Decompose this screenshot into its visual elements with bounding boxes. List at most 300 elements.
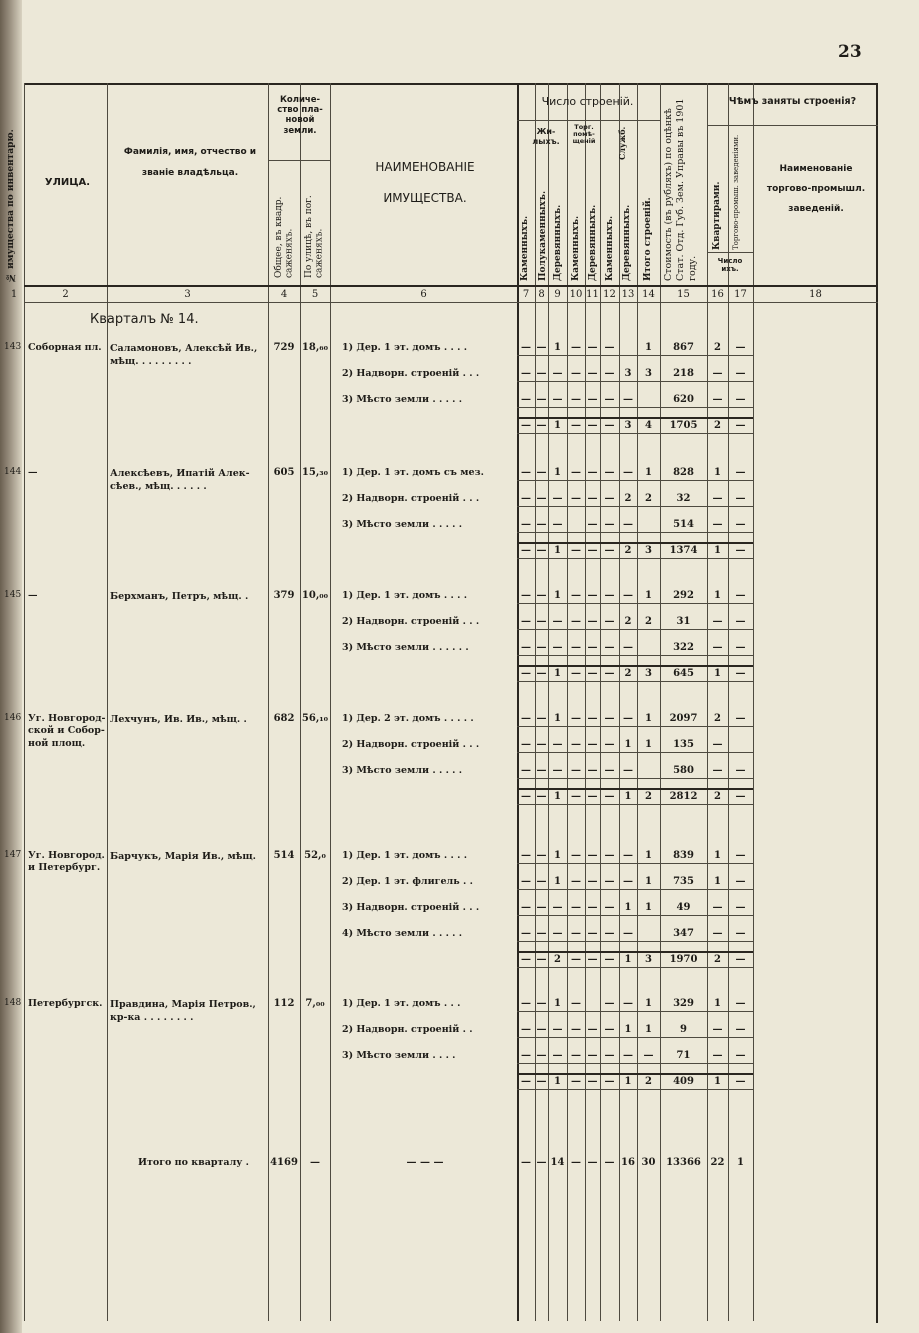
entry-total-c14: 2: [645, 791, 652, 802]
item-name: 1) Дер. 1 эт. домъ . . .: [342, 998, 461, 1009]
entry-land-street: 52,₀: [304, 850, 326, 861]
item-c10: —: [571, 713, 581, 724]
header-wooden-service: Деревянныхъ.: [622, 204, 632, 281]
item-c10: —: [571, 394, 581, 405]
entry-total-value: 2812: [669, 791, 698, 802]
item-c7: —: [521, 876, 531, 887]
header-land-total: Общее, въ квадр. саженяхъ.: [274, 196, 295, 278]
entry-total-c9: 1: [554, 1076, 561, 1087]
header-land-qty: Количе-ство пла-новой земли.: [277, 95, 323, 136]
item-c9: —: [552, 519, 563, 530]
item-name: 2) Надворн. строеній . . .: [342, 493, 480, 504]
item-c16: —: [712, 1024, 723, 1035]
item-c10: —: [571, 765, 581, 776]
item-c8: —: [536, 765, 547, 776]
entry-owner: Берхманъ, Петръ, мѣщ. .: [110, 591, 249, 602]
item-c16: —: [712, 902, 723, 913]
item-c7: —: [521, 394, 531, 405]
entry-land-street: 7,₀₀: [305, 998, 325, 1009]
entry-owner: Правдина, Марія Петров., кр-ка . . . . . . . .: [110, 999, 256, 1024]
item-name: 1) Дер. 1 эт. домъ съ мез.: [342, 467, 484, 478]
header-buildings-count: Число строеній.: [541, 95, 634, 108]
underline-rule: [517, 863, 753, 864]
item-c9: —: [552, 1050, 563, 1061]
item-name: 3) Мѣсто земли . . . . .: [342, 765, 463, 776]
item-c10: —: [571, 902, 581, 913]
item-c9: —: [552, 739, 563, 750]
item-c12: —: [604, 1050, 615, 1061]
item-c12: —: [604, 876, 615, 887]
entry-land-street: 18,₆₀: [301, 342, 329, 353]
item-c14: 1: [645, 902, 652, 913]
entry-total-c9: 1: [554, 420, 561, 431]
underline-rule: [517, 1073, 753, 1075]
item-c13: 2: [624, 616, 632, 627]
header-number-of: Число ихъ.: [717, 257, 743, 273]
entry-total-c10: —: [571, 668, 581, 679]
entry-total-value: 1374: [669, 545, 698, 556]
item-c12: —: [604, 467, 615, 478]
item-name: 3) Мѣсто земли . . . .: [342, 1050, 456, 1061]
item-value: 322: [673, 642, 694, 653]
entry-total-c13: 3: [624, 420, 632, 431]
entry-total-c14: 3: [645, 668, 652, 679]
underline-rule: [517, 915, 753, 916]
entry-total-c7: —: [521, 954, 531, 965]
item-c11: —: [587, 394, 598, 405]
item-c16: —: [712, 928, 723, 939]
item-c12: —: [604, 394, 615, 405]
entry-total-c14: 4: [645, 420, 652, 431]
item-c8: —: [536, 368, 547, 379]
item-value: 71: [676, 1050, 691, 1061]
item-c16: —: [712, 739, 723, 750]
item-c13: —: [623, 765, 633, 776]
item-c13: —: [623, 928, 633, 939]
item-c7: —: [521, 590, 531, 601]
item-c10: —: [571, 493, 581, 504]
entry-total-value: 409: [673, 1076, 694, 1087]
item-value: 735: [673, 876, 694, 887]
item-c11: —: [587, 616, 598, 627]
entry-total-c16: 1: [714, 545, 721, 556]
underline-rule: [517, 788, 753, 790]
entry-total-value: 645: [673, 668, 694, 679]
item-c11: —: [587, 1024, 598, 1035]
item-c17: —: [735, 394, 746, 405]
entry-total-c12: —: [604, 791, 615, 802]
entry-street: Петербургск.: [28, 998, 103, 1009]
entry-total-c13: 1: [624, 1076, 632, 1087]
entry-total-c17: —: [735, 954, 746, 965]
entry-total-c13: 2: [624, 668, 632, 679]
grand-total-label: Итого по кварталу .: [138, 1157, 249, 1168]
underline-rule: [517, 941, 753, 942]
item-c11: —: [587, 739, 598, 750]
entry-total-c11: —: [587, 791, 598, 802]
header-stone-service: Каменныхъ.: [605, 215, 615, 281]
item-c11: —: [587, 876, 598, 887]
item-c11: —: [587, 368, 598, 379]
item-c9: —: [552, 394, 563, 405]
item-c11: —: [587, 928, 598, 939]
item-c11: —: [587, 493, 598, 504]
item-name: 1) Дер. 1 эт. домъ . . . .: [342, 590, 468, 601]
entry-land-total: 682: [273, 713, 295, 724]
item-c16: —: [712, 765, 723, 776]
header-stone-trade: Каменныхъ.: [571, 215, 581, 281]
item-c7: —: [521, 713, 531, 724]
entry-total-value: 1970: [669, 954, 698, 965]
entry-total-c8: —: [536, 954, 547, 965]
item-c13: —: [623, 394, 633, 405]
item-c11: —: [587, 765, 598, 776]
item-c12: —: [604, 368, 615, 379]
item-c17: —: [735, 1024, 746, 1035]
underline-rule: [517, 967, 753, 968]
item-c13: 1: [624, 902, 632, 913]
item-c12: —: [604, 616, 615, 627]
item-value: 514: [673, 519, 694, 530]
item-c7: —: [521, 902, 531, 913]
item-c16: —: [712, 519, 723, 530]
item-c9: 1: [554, 998, 561, 1009]
item-c8: —: [536, 519, 547, 530]
item-c16: —: [712, 616, 723, 627]
item-c17: —: [735, 616, 746, 627]
underline-rule: [517, 629, 753, 630]
item-c14: 1: [645, 342, 652, 353]
item-c17: —: [735, 519, 746, 530]
entry-total-c13: 1: [624, 791, 632, 802]
item-c8: —: [536, 1024, 547, 1035]
item-value: 580: [673, 765, 694, 776]
item-c11: —: [587, 519, 598, 530]
entry-land-total: 729: [273, 342, 295, 353]
item-value: 867: [673, 342, 694, 353]
item-c12: —: [604, 590, 615, 601]
entry-total-c11: —: [587, 545, 598, 556]
item-c8: —: [536, 394, 547, 405]
item-c7: —: [521, 1050, 531, 1061]
item-c14: 1: [645, 739, 652, 750]
header-property: НАИМЕНОВАНІЕ ИМУЩЕСТВА.: [375, 160, 475, 206]
entry-number: 145: [4, 590, 22, 600]
entry-total-value: 1705: [669, 420, 698, 431]
header-stone-residential: Каменныхъ.: [520, 215, 530, 281]
item-c7: —: [521, 850, 531, 861]
entry-number: 146: [4, 713, 22, 723]
item-c13: —: [623, 850, 633, 861]
item-c10: —: [571, 642, 581, 653]
entry-total-c17: —: [735, 1076, 746, 1087]
item-c12: —: [604, 713, 615, 724]
item-c8: —: [536, 713, 547, 724]
item-c13: —: [623, 519, 633, 530]
item-name: 2) Надворн. строеній . .: [342, 1024, 473, 1035]
item-value: 839: [673, 850, 694, 861]
item-c9: —: [552, 902, 563, 913]
underline-rule: [517, 778, 753, 779]
item-value: 347: [673, 928, 694, 939]
item-c8: —: [536, 902, 547, 913]
item-c14: 1: [645, 850, 652, 861]
item-c11: —: [587, 467, 598, 478]
underline-rule: [517, 603, 753, 604]
item-c7: —: [521, 765, 531, 776]
item-c13: 1: [624, 739, 632, 750]
item-c11: —: [587, 713, 598, 724]
item-c12: —: [604, 739, 615, 750]
header-trade-establishments: Торгово-промыш. заведеніями.: [732, 134, 740, 250]
item-name: 1) Дер. 1 эт. домъ . . . .: [342, 342, 468, 353]
item-c16: 1: [714, 876, 721, 887]
item-c14: —: [643, 1050, 654, 1061]
entry-total-c17: —: [735, 668, 746, 679]
header-value: Стоимость (въ рубляхъ) по оцѣнкѣ Стат. Отд. Губ. Зем. Управы въ 1901 году.: [663, 98, 698, 281]
item-c12: —: [604, 998, 615, 1009]
item-c7: —: [521, 642, 531, 653]
underline-rule: [517, 752, 753, 753]
item-c16: —: [712, 493, 723, 504]
header-owner: Фамилія, имя, отчество и званіе владѣльца.: [123, 147, 257, 178]
entry-total-c9: 1: [554, 668, 561, 679]
entry-total-c14: 3: [645, 545, 652, 556]
item-c7: —: [521, 616, 531, 627]
item-c10: —: [571, 739, 581, 750]
underline-rule: [517, 542, 753, 544]
item-value: 828: [673, 467, 694, 478]
entry-total-c12: —: [604, 954, 615, 965]
item-c17: —: [735, 928, 746, 939]
item-c7: —: [521, 928, 531, 939]
item-c12: —: [604, 519, 615, 530]
item-c14: 1: [645, 713, 652, 724]
item-c16: —: [712, 394, 723, 405]
item-value: 31: [676, 616, 691, 627]
item-c9: —: [552, 368, 563, 379]
item-c17: —: [735, 590, 746, 601]
header-trade: Торг. помѣ-щеній: [572, 123, 596, 146]
underline-rule: [517, 558, 753, 559]
entry-total-c16: 2: [714, 954, 721, 965]
entry-total-c8: —: [536, 545, 547, 556]
header-occupied: Чѣмъ заняты строенія?: [728, 96, 857, 107]
header-wooden-residential: Деревянныхъ.: [553, 204, 563, 281]
entry-street: Уг. Новгород. и Петербург.: [28, 850, 105, 874]
entry-total-c8: —: [536, 668, 547, 679]
item-c7: —: [521, 493, 531, 504]
item-c14: 2: [645, 493, 652, 504]
item-c8: —: [536, 467, 547, 478]
item-c16: —: [712, 368, 723, 379]
item-value: 9: [680, 1024, 687, 1035]
item-c7: —: [521, 342, 531, 353]
entry-total-c7: —: [521, 420, 531, 431]
page-number: 23: [838, 42, 862, 62]
item-c14: 2: [645, 616, 652, 627]
header-land-street: По улицѣ, въ пог. саженяхъ.: [304, 195, 325, 278]
item-c13: —: [623, 590, 633, 601]
entry-total-c12: —: [604, 1076, 615, 1087]
entry-total-c11: —: [587, 420, 598, 431]
entry-total-c9: 1: [554, 791, 561, 802]
entry-total-c9: 1: [554, 545, 561, 556]
entry-land-total: 379: [273, 590, 295, 601]
item-c14: 1: [645, 590, 652, 601]
item-value: 135: [673, 739, 694, 750]
entry-total-c16: 2: [714, 420, 721, 431]
entry-total-c12: —: [604, 545, 615, 556]
item-value: 620: [673, 394, 694, 405]
entry-total-c11: —: [587, 668, 598, 679]
item-c9: 1: [554, 342, 561, 353]
item-c8: —: [536, 998, 547, 1009]
item-c9: —: [552, 928, 563, 939]
entry-total-c17: —: [735, 420, 746, 431]
underline-rule: [517, 726, 753, 727]
item-c16: 1: [714, 998, 721, 1009]
item-name: 2) Дер. 1 эт. флигель . .: [342, 876, 473, 887]
entry-total-c17: —: [735, 791, 746, 802]
item-c17: —: [735, 368, 746, 379]
item-value: 218: [673, 368, 694, 379]
item-c17: —: [735, 902, 746, 913]
entry-street: —: [28, 590, 38, 601]
entry-land-street: 15,₃₀: [301, 467, 329, 478]
item-c17: —: [735, 876, 746, 887]
item-c10: —: [571, 850, 581, 861]
item-name: 4) Мѣсто земли . . . . .: [342, 928, 463, 939]
entry-total-c7: —: [521, 668, 531, 679]
item-c10: —: [571, 928, 581, 939]
item-name: 3) Мѣсто земли . . . . .: [342, 394, 463, 405]
item-name: 2) Надворн. строеній . . .: [342, 368, 480, 379]
item-c14: 1: [645, 998, 652, 1009]
entry-street: Уг. Новгород- ской и Собор- ной площ.: [28, 713, 106, 749]
header-residential: Жи-лыхъ.: [532, 127, 560, 147]
item-c16: 1: [714, 590, 721, 601]
item-c10: —: [571, 1050, 581, 1061]
item-c8: —: [536, 590, 547, 601]
item-c16: 2: [714, 342, 721, 353]
item-c12: —: [604, 493, 615, 504]
item-c17: —: [735, 713, 746, 724]
entry-total-c7: —: [521, 1076, 531, 1087]
item-c9: —: [552, 1024, 563, 1035]
item-c16: 1: [714, 467, 721, 478]
item-c13: —: [623, 1050, 633, 1061]
item-c12: —: [604, 902, 615, 913]
underline-rule: [517, 681, 753, 682]
item-c11: —: [587, 902, 598, 913]
item-c12: —: [604, 342, 615, 353]
entry-total-c7: —: [521, 545, 531, 556]
item-c10: —: [571, 876, 581, 887]
underline-rule: [517, 1063, 753, 1064]
item-c8: —: [536, 1050, 547, 1061]
underline-rule: [517, 665, 753, 667]
entry-total-c10: —: [571, 791, 581, 802]
underline-rule: [517, 804, 753, 805]
entry-street: —: [28, 467, 38, 478]
entry-total-c9: 2: [554, 954, 561, 965]
entry-land-total: 112: [273, 998, 295, 1009]
item-c7: —: [521, 368, 531, 379]
underline-rule: [517, 417, 753, 419]
underline-rule: [517, 951, 753, 953]
item-c7: —: [521, 998, 531, 1009]
item-name: 3) Мѣсто земли . . . . . .: [342, 642, 469, 653]
item-c13: —: [623, 467, 633, 478]
item-c10: —: [571, 998, 581, 1009]
underline-rule: [517, 433, 753, 434]
item-c9: —: [552, 642, 563, 653]
item-c13: —: [623, 876, 633, 887]
item-c8: —: [536, 850, 547, 861]
entry-total-c13: 2: [624, 545, 632, 556]
item-c12: —: [604, 1024, 615, 1035]
entry-land-total: 514: [273, 850, 295, 861]
header-inventory-number: № имущества по инвентарю.: [6, 129, 16, 282]
item-c12: —: [604, 928, 615, 939]
item-c14: 1: [645, 876, 652, 887]
item-c8: —: [536, 616, 547, 627]
item-c11: —: [587, 342, 598, 353]
item-c16: —: [712, 1050, 723, 1061]
item-c11: —: [587, 850, 598, 861]
header-service: Служб.: [617, 126, 627, 160]
item-c9: —: [552, 616, 563, 627]
underline-rule: [517, 480, 753, 481]
entry-total-c10: —: [571, 420, 581, 431]
item-c8: —: [536, 876, 547, 887]
entry-total-c16: 1: [714, 668, 721, 679]
item-c17: —: [735, 850, 746, 861]
item-c12: —: [604, 850, 615, 861]
item-c7: —: [521, 739, 531, 750]
item-c17: —: [735, 642, 746, 653]
entry-total-c12: —: [604, 668, 615, 679]
underline-rule: [517, 655, 753, 656]
item-c11: —: [587, 1050, 598, 1061]
item-c17: —: [735, 1050, 746, 1061]
item-c10: —: [571, 616, 581, 627]
entry-total-c10: —: [571, 545, 581, 556]
item-c13: —: [623, 713, 633, 724]
entry-total-c16: 2: [714, 791, 721, 802]
item-c9: 1: [554, 850, 561, 861]
item-c14: 1: [645, 1024, 652, 1035]
item-c14: 1: [645, 467, 652, 478]
item-name: 1) Дер. 2 эт. домъ . . . . .: [342, 713, 474, 724]
item-c13: 2: [624, 493, 632, 504]
item-c9: 1: [554, 590, 561, 601]
item-c8: —: [536, 739, 547, 750]
header-apartments: Квартирами.: [712, 181, 722, 250]
entry-owner: Барчукъ, Марія Ив., мѣщ.: [110, 851, 256, 862]
item-name: 2) Надворн. строеній . . .: [342, 739, 480, 750]
entry-number: 144: [4, 467, 22, 477]
item-value: 329: [673, 998, 694, 1009]
underline-rule: [517, 532, 753, 533]
item-c10: —: [571, 368, 581, 379]
entry-number: 148: [4, 998, 22, 1008]
underline-rule: [517, 506, 753, 507]
underline-rule: [517, 1011, 753, 1012]
item-c11: —: [587, 642, 598, 653]
underline-rule: [517, 407, 753, 408]
